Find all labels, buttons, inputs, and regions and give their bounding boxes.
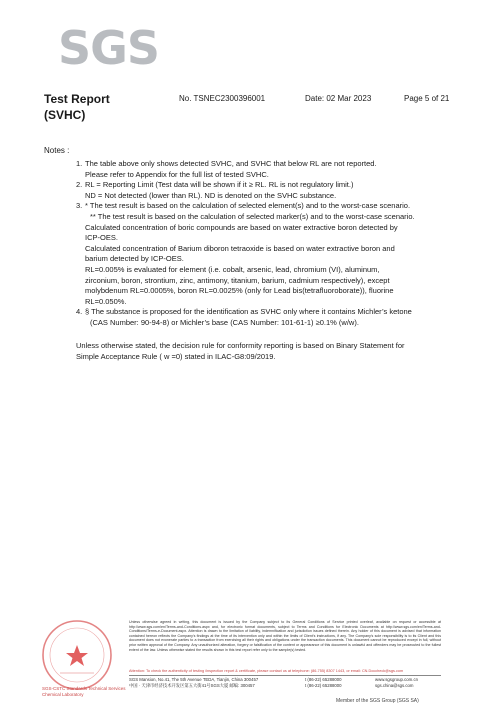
note-2: [76, 180, 476, 201]
note-line: Calculated concentration of boric compounds are based on water extractive boron detected by: [85, 222, 398, 232]
footer-divider: [129, 675, 441, 676]
red-seal-stamp: [40, 618, 114, 692]
notes-label: Notes :: [44, 146, 70, 155]
note-1: [76, 159, 476, 180]
report-subtitle: (SVHC): [44, 108, 86, 122]
note-line: (CAS Number: 90-94-8) or Michler’s base (CAS Number: 101-61-1) ≥0.1% (w/w).: [90, 317, 359, 327]
footer-attention: Attention: To check the authenticity of testing /inspection report & certificate, please contact us at telephone: (86-755) 8307 1443, or email: CN.Doccheck@sgs.com: [129, 669, 404, 673]
seal-line: Chemical Laboratory: [42, 692, 84, 697]
note-line: ** The test result is based on the calculation of selected marker(s) and to the worst-case scenario.: [90, 211, 415, 221]
note-line: RL=0.005% is evaluated for element (i.e. cobalt, arsenic, lead, chromium (VI), aluminum,: [85, 264, 380, 274]
sgs-logo: SGS: [58, 21, 160, 75]
report-date: Date: 02 Mar 2023: [305, 94, 372, 103]
note-3: [76, 201, 476, 307]
note-line: The table above only shows detected SVHC, and SVHC that below RL are not reported.: [85, 159, 377, 168]
decision-rule-statement: [76, 341, 405, 362]
footer-address: [129, 677, 441, 690]
note-line: ND = Not detected (lower than RL). ND is denoted on the SVHC substance.: [85, 190, 337, 200]
address-text: 中国 · 天津市经济技术开发区第五大街41号SGS大厦 邮编: 300457: [129, 683, 255, 689]
note-line: barium detected by ICP-OES.: [85, 254, 184, 264]
note-number: 2.: [76, 180, 83, 190]
note-line: molybdenum RL=0.0005%, boron RL=0.0025% (only for Lead bis(tetrafluoroborate)), fluorine: [85, 286, 394, 296]
seal-caption: [42, 686, 125, 698]
notes-list: [76, 159, 476, 329]
note-line: Calculated concentration of Barium diboron tetraoxide is based on water extractive boron and: [85, 243, 395, 253]
seal-line: SGS-CSTC Standards Technical Services: [42, 686, 126, 691]
footer-disclaimer: Unless otherwise agreed in writing, this document is issued by the Company subject to its General Conditions of Service printed overleaf, available on request or accessible at http://www.sgs.com/en/Terms-and-Conditions.aspx and, for electronic format documents, subject to Terms and Conditions for Electronic Documents at http://www.sgs.com/en/Terms-and-Conditions/Terms-e-Document.aspx. Attention is drawn to the limitation of liability, indemnification and jurisdiction issues defined therein. Any holder of this document is advised that information contained hereon reflects the Company's findings at the time of its intervention only and within the limits of Client's instructions, if any. The Company's sole responsibility is to its Client and this document does not exonerate parties to a transaction from exercising all their rights and obligations under the transaction documents. This document cannot be reproduced except in full, without prior written approval of the Company. Any unauthorized alteration, forgery or falsification of the content or appearance of this document is unlawful and offenders may be prosecuted to the fullest extent of the law. Unless otherwise stated the results shown in this test report refer only to the sample(s) tested.: [129, 620, 441, 652]
note-line: RL=0.050%.: [85, 296, 127, 306]
note-number: 3.: [76, 201, 83, 211]
address-web: www.sgsgroup.com.cn: [375, 677, 418, 682]
footer-member-line: Member of the SGS Group (SGS SA): [336, 698, 419, 704]
address-email: sgs.china@sgs.com: [375, 683, 414, 689]
note-number: 1.: [76, 159, 83, 168]
address-text: SGS Mansion, No.41, The 5th Avenue TEDA, Tianjin, China 300457: [129, 677, 259, 682]
note-line: ICP-OES.: [85, 233, 118, 243]
note-line: Please refer to Appendix for the full list of tested SVHC.: [85, 169, 269, 179]
note-line: zirconium, boron, strontium, zinc, antimony, titanium, barium, cadmium respectively), except: [85, 275, 390, 285]
statement-line: Unless otherwise stated, the decision rule for conformity reporting is based on Binary Statement for: [76, 341, 405, 350]
address-row: [129, 683, 441, 689]
address-phone: t (86-22) 65288000: [305, 683, 342, 689]
statement-line: Simple Acceptance Rule ( w =0) stated in ILAC-G8:09/2019.: [76, 351, 276, 361]
address-phone: t (86-22) 65288000: [305, 677, 342, 682]
page-indicator: Page 5 of 21: [404, 94, 450, 103]
report-title: Test Report: [44, 92, 110, 106]
note-number: 4.: [76, 307, 83, 317]
note-line: RL = Reporting Limit (Test data will be shown if it ≥ RL. RL is not regulatory limit.): [85, 180, 354, 190]
note-line: * The test result is based on the calculation of selected element(s) and to the worst-case scenario.: [85, 201, 411, 211]
report-number: No. TSNEC2300396001: [179, 94, 266, 103]
note-line: § The substance is proposed for the identification as SVHC only where it contains Michler’s ketone: [85, 307, 412, 317]
note-4: [76, 307, 476, 328]
